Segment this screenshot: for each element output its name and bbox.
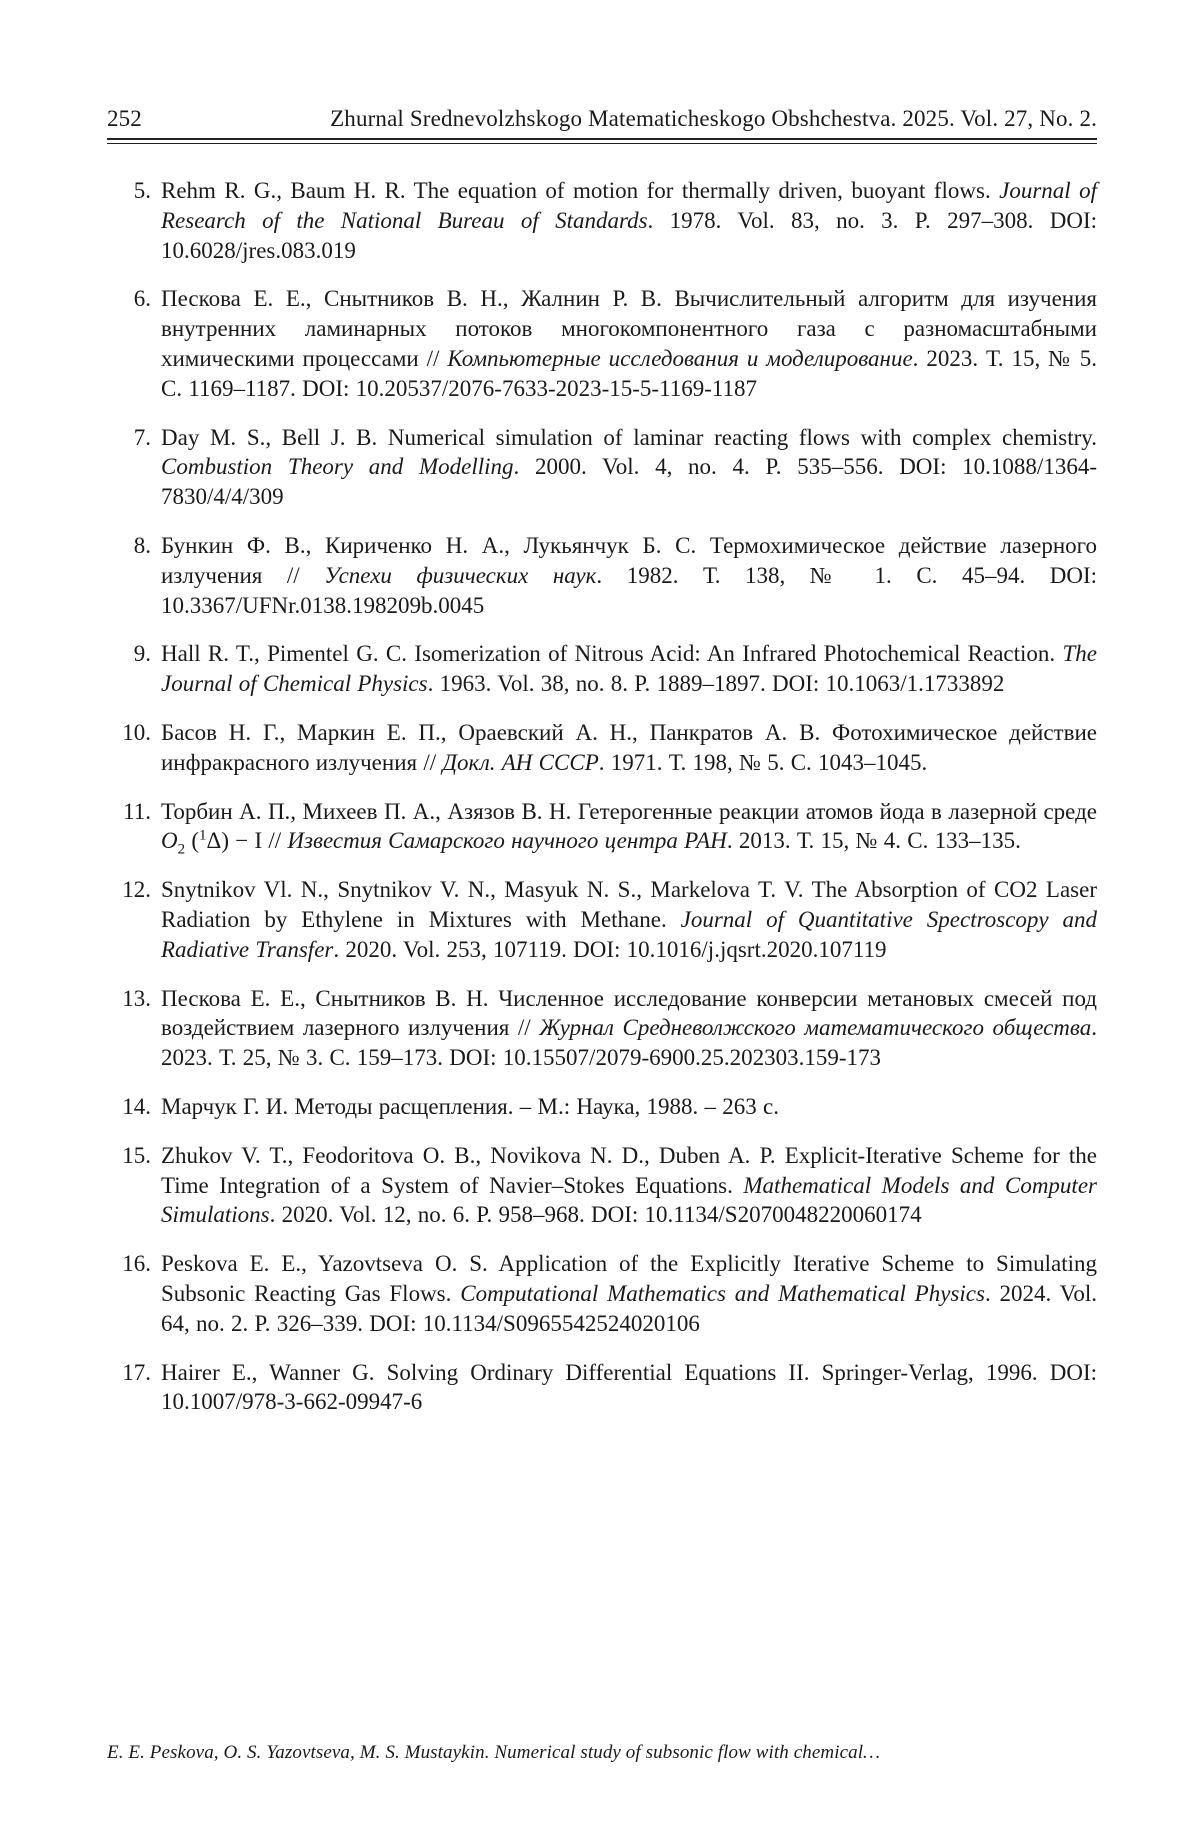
reference-authors-title: Rehm R. G., Baum H. R. The equation of motion for thermally driven, buoyant flows.	[161, 178, 1000, 203]
reference-details: . 1963. Vol. 38, no. 8. P. 1889–1897. DOI: 10.1063/1.1733892	[427, 671, 1005, 697]
reference-separator: //	[262, 828, 288, 854]
reference-authors-title: Snytnikov Vl. N., Snytnikov V. N., Masyuk N. S., Markelova T. V. The Absorption of CO2 Laser Radiation by Ethylene in Mixtures with Methane.	[161, 877, 1097, 932]
header-rule-thick	[107, 138, 1097, 140]
reference-authors-title: Zhukov V. T., Feodoritova O. B., Novikova N. D., Duben A. P. Explicit-Iterative Scheme for the Time Integration of a System of Navier–Stokes Equations.	[161, 1142, 1097, 1198]
reference-text	[161, 1141, 1097, 1230]
reference-item	[107, 423, 1097, 512]
reference-authors-title: Торбин А. П., Михеев П. А., Азязов В. Н. Гетерогенные реакции атомов йода в лазерной среде	[161, 798, 1097, 824]
reference-journal: Успехи физических наук	[324, 562, 597, 588]
reference-item	[107, 718, 1097, 778]
reference-number: 15.	[122, 1142, 151, 1168]
reference-details: . 1971. Т. 198, № 5. С. 1043–1045.	[598, 749, 928, 775]
reference-journal: Computational Mathematics and Mathematical Physics	[460, 1280, 985, 1306]
reference-journal: Компьютерные исследования и моделирование	[447, 345, 913, 371]
reference-number: 6.	[133, 286, 151, 312]
reference-item	[107, 1141, 1097, 1230]
formula-symbol: O	[161, 828, 178, 854]
reference-number: 14.	[122, 1093, 151, 1119]
reference-item	[107, 176, 1097, 265]
formula-delta: Δ	[206, 828, 222, 854]
reference-details: . 2013. Т. 15, № 4. С. 133–135.	[726, 828, 1021, 854]
reference-authors-title: Марчук Г. И. Методы расщепления. – М.: Наука, 1988. – 263 с.	[161, 1093, 779, 1119]
reference-authors-title: Басов Н. Г., Маркин Е. П., Ораевский А. Н., Панкратов А. В. Фотохимическое действие инфракрасного излучения //	[161, 719, 1097, 775]
reference-details: . 2023. Т. 15, № 5. С. 1169–1187. DOI: 10.20537/2076-7633-2023-15-5-1169-1187	[161, 345, 1097, 401]
reference-details: . 2020. Vol. 253, 107119. DOI: 10.1016/j.jqsrt.2020.107119	[333, 936, 887, 962]
running-head	[107, 106, 1097, 132]
reference-details: . 1982. Т. 138, № 1. С. 45–94. DOI: 10.3367/UFNr.0138.198209b.0045	[161, 562, 1097, 618]
reference-number: 10.	[122, 719, 151, 745]
reference-journal: Докл. АН СССР	[442, 749, 599, 775]
reference-journal: Journal of Research of the National Bureau of Standards	[161, 178, 1097, 233]
reference-details: . 2020. Vol. 12, no. 6. P. 958–968. DOI: 10.1134/S2070048220060174	[269, 1202, 922, 1228]
reference-item	[107, 797, 1097, 857]
reference-item	[107, 1249, 1097, 1338]
reference-authors-title: Peskova E. E., Yazovtseva O. S. Application of the Explicitly Iterative Scheme to Simulating Subsonic Reacting Gas Flows.	[161, 1251, 1097, 1306]
reference-text	[161, 1092, 1097, 1122]
reference-authors-title: Бункин Ф. В., Кириченко Н. А., Лукьянчук Б. С. Термохимическое действие лазерного излучения //	[161, 532, 1097, 588]
reference-details: . 1978. Vol. 83, no. 3. P. 297–308. DOI: 10.6028/jres.083.019	[161, 207, 1097, 263]
running-footer: E. E. Peskova, O. S. Yazovtseva, M. S. Mustaykin. Numerical study of subsonic flow with chemical…	[107, 1742, 881, 1763]
reference-number: 17.	[122, 1359, 151, 1385]
reference-number: 16.	[122, 1251, 151, 1277]
reference-authors-title: Пескова Е. Е., Снытников В. Н., Жалнин Р. В. Вычислительный алгоритм для изучения внутренних ламинарных потоков многокомпонентного газа с разномасштабными химическими процессами //	[161, 286, 1097, 371]
reference-authors-title: Пескова Е. Е., Снытников В. Н. Численное исследование конверсии метановых смесей под воздействием лазерного излучения //	[161, 985, 1097, 1041]
reference-journal: Известия Самарского научного центра РАН	[287, 828, 727, 854]
reference-text	[161, 875, 1097, 964]
reference-number: 13.	[122, 985, 151, 1011]
reference-item	[107, 1358, 1097, 1418]
reference-journal: Journal of Quantitative Spectroscopy and Radiative Transfer	[161, 906, 1097, 962]
reference-details: . 2024. Vol. 64, no. 2. P. 326–339. DOI: 10.1134/S0965542524020106	[161, 1280, 1097, 1336]
reference-number: 8.	[133, 532, 151, 558]
reference-text	[161, 176, 1097, 265]
reference-number: 9.	[133, 641, 151, 667]
reference-item	[107, 984, 1097, 1073]
reference-text	[161, 718, 1097, 778]
formula-close: ) − I	[221, 828, 263, 854]
reference-text	[161, 284, 1097, 403]
reference-item	[107, 531, 1097, 620]
reference-journal: Combustion Theory and Modelling	[161, 454, 514, 480]
reference-number: 5.	[133, 178, 151, 203]
reference-number: 12.	[122, 877, 151, 903]
reference-text	[161, 531, 1097, 620]
reference-text	[161, 423, 1097, 512]
reference-details: . 2000. Vol. 4, no. 4. P. 535–556. DOI: 10.1088/1364-7830/4/4/309	[161, 454, 1097, 510]
reference-list	[107, 176, 1097, 1436]
reference-authors-title: Hall R. T., Pimentel G. C. Isomerization of Nitrous Acid: An Infrared Photochemical Reaction.	[161, 641, 1063, 667]
reference-item	[107, 1092, 1097, 1122]
reference-number: 7.	[133, 424, 151, 450]
reference-authors-title: Hairer E., Wanner G. Solving Ordinary Differential Equations II. Springer-Verlag, 1996. DOI: 10.1007/978-3-662-09947-6	[161, 1359, 1097, 1415]
page-number: 252	[107, 106, 142, 131]
formula-open: (	[185, 828, 200, 854]
header-rule-thin	[107, 143, 1097, 144]
reference-authors-title: Day M. S., Bell J. B. Numerical simulation of laminar reacting flows with complex chemistry.	[161, 424, 1097, 450]
reference-details: . 2023. Т. 25, № 3. С. 159–173. DOI: 10.15507/2079-6900.25.202303.159-173	[161, 1015, 1097, 1071]
journal-title: Zhurnal Srednevolzhskogo Matematicheskogo Obshchestva. 2025. Vol. 27, No. 2.	[330, 106, 1097, 131]
formula-subscript: 2	[177, 841, 186, 858]
reference-text	[161, 797, 1097, 857]
reference-text	[161, 1358, 1097, 1418]
reference-journal: Mathematical Models and Computer Simulations	[161, 1172, 1097, 1228]
reference-journal: Журнал Средневолжского математического общества	[539, 1015, 1092, 1041]
math-formula	[161, 827, 263, 858]
reference-number: 11.	[123, 798, 151, 824]
reference-item	[107, 284, 1097, 403]
reference-item	[107, 639, 1097, 699]
reference-text	[161, 1249, 1097, 1338]
reference-text	[161, 984, 1097, 1073]
reference-item	[107, 875, 1097, 964]
reference-journal: The Journal of Chemical Physics	[161, 641, 1097, 697]
reference-text	[161, 639, 1097, 699]
formula-superscript: 1	[199, 827, 207, 844]
